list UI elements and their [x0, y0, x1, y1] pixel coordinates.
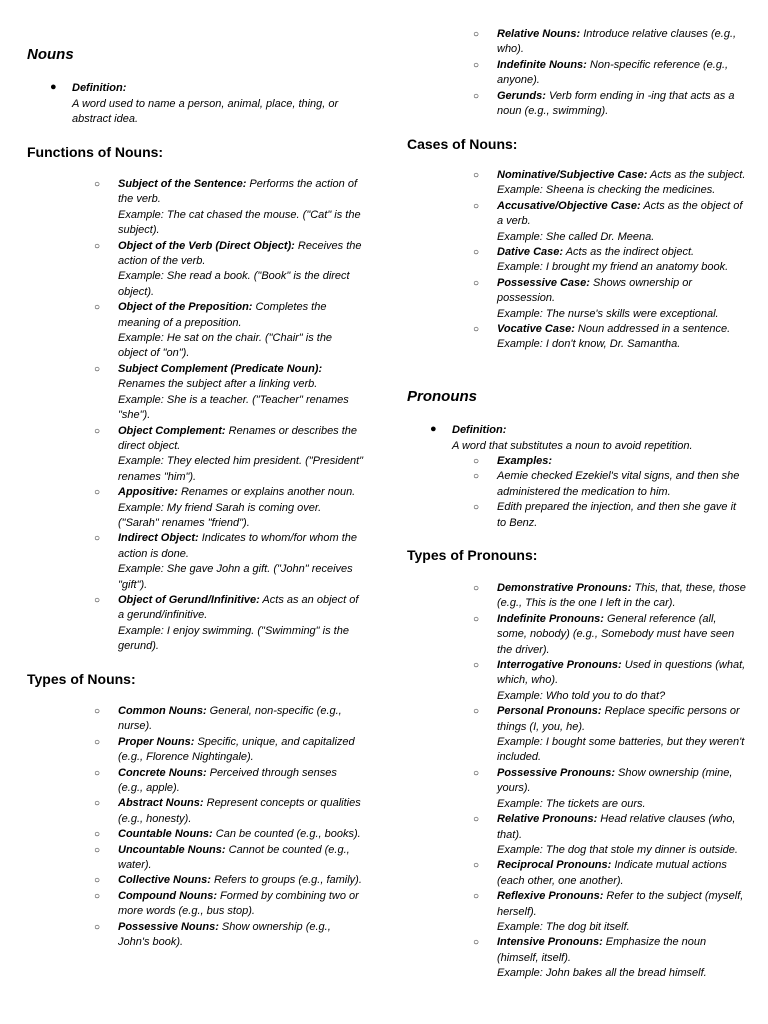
list-item: ○ Object of the Preposition: Completes the meaning of a preposition. Example: He sat on the chair. ("Chair" is the object of "on").	[118, 300, 364, 362]
list-item: ○ Countable Nouns: Can be counted (e.g., books).	[118, 827, 364, 842]
pronouns-definition-label: Definition:	[452, 424, 507, 436]
functions-list	[118, 177, 364, 655]
list-item: ○ Uncountable Nouns: Cannot be counted (e.g., water).	[118, 843, 364, 874]
list-item: ○ Possessive Nouns: Show ownership (e.g., John's book).	[118, 920, 364, 951]
pronoun-examples-list	[497, 454, 747, 531]
list-item: ○ Subject of the Sentence: Performs the action of the verb. Example: The cat chased the mouse. ("Cat" is the subject).	[118, 177, 364, 239]
list-item: ○ Reflexive Pronouns: Refer to the subject (myself, herself). Example: The dog bit itself.	[497, 889, 747, 935]
nouns-definition	[50, 81, 362, 128]
list-item: ○ Proper Nouns: Specific, unique, and capitalized (e.g., Florence Nightingale).	[118, 735, 364, 766]
pronouns-definition	[430, 423, 752, 454]
list-item: ○ Demonstrative Pronouns: This, that, these, those (e.g., This is the one I left in the car).	[497, 581, 747, 612]
types-nouns-list	[118, 704, 364, 951]
list-item: ○ Indefinite Nouns: Non-specific reference (e.g., anyone).	[497, 58, 747, 89]
types-nouns-heading: Types of Nouns:	[27, 671, 136, 687]
nouns-definition-label: Definition:	[72, 82, 127, 94]
types-nouns-continued-list	[497, 27, 747, 119]
cases-list	[497, 168, 747, 353]
bullet-icon: ●	[50, 81, 57, 93]
list-item: ○ Possessive Case: Shows ownership or possession. Example: The nurse's skills were exceptional.	[497, 276, 747, 322]
nouns-title: Nouns	[27, 46, 74, 63]
functions-heading: Functions of Nouns:	[27, 144, 164, 160]
bullet-icon: ●	[430, 423, 437, 435]
list-item: ○ Object of Gerund/Infinitive: Acts as an object of a gerund/infinitive. Example: I enjoy swimming. ("Swimming" is the gerund).	[118, 593, 364, 655]
list-item: ○ Object of the Verb (Direct Object): Receives the action of the verb. Example: She read a book. ("Book" is the direct object).	[118, 239, 364, 301]
list-item: ○ Personal Pronouns: Replace specific persons or things (I, you, he). Example: I bought some batteries, but they weren't included.	[497, 704, 747, 766]
nouns-definition-text: A word used to name a person, animal, place, thing, or abstract idea.	[72, 97, 339, 125]
list-item: ○ Common Nouns: General, non-specific (e.g., nurse).	[118, 704, 364, 735]
pronouns-title: Pronouns	[407, 388, 477, 405]
list-item: ○ Appositive: Renames or explains another noun. Example: My friend Sarah is coming over. ("Sarah" renames "friend").	[118, 485, 364, 531]
types-pronouns-heading: Types of Pronouns:	[407, 547, 538, 563]
list-item: ○ Indefinite Pronouns: General reference (all, some, nobody) (e.g., Somebody must have seen the driver).	[497, 612, 747, 658]
types-pronouns-list	[497, 581, 747, 982]
list-item: ○ Interrogative Pronouns: Used in questions (what, which, who). Example: Who told you to do that?	[497, 658, 747, 704]
list-item: ○ Relative Pronouns: Head relative clauses (who, that). Example: The dog that stole my dinner is outside.	[497, 812, 747, 858]
list-item: ○ Concrete Nouns: Perceived through senses (e.g., apple).	[118, 766, 364, 797]
list-item: ○ Gerunds: Verb form ending in -ing that acts as a noun (e.g., swimming).	[497, 89, 747, 120]
list-item: ○ Aemie checked Ezekiel's vital signs, and then she administered the medication to him.	[497, 469, 747, 500]
list-item: ○ Reciprocal Pronouns: Indicate mutual actions (each other, one another).	[497, 858, 747, 889]
list-item: ○ Possessive Pronouns: Show ownership (mine, yours). Example: The tickets are ours.	[497, 766, 747, 812]
pronouns-definition-text: A word that substitutes a noun to avoid repetition.	[452, 439, 693, 452]
list-item: ○ Intensive Pronouns: Emphasize the noun (himself, itself). Example: John bakes all the bread himself.	[497, 935, 747, 981]
list-item: ○ Abstract Nouns: Represent concepts or qualities (e.g., honesty).	[118, 796, 364, 827]
list-item: ○ Examples:	[497, 454, 747, 469]
list-item: ○ Compound Nouns: Formed by combining two or more words (e.g., bus stop).	[118, 889, 364, 920]
list-item: ○ Relative Nouns: Introduce relative clauses (e.g., who).	[497, 27, 747, 58]
list-item: ○ Edith prepared the injection, and then she gave it to Benz.	[497, 500, 747, 531]
list-item: ○ Collective Nouns: Refers to groups (e.g., family).	[118, 873, 364, 888]
list-item: ○ Accusative/Objective Case: Acts as the object of a verb. Example: She called Dr. Meena.	[497, 199, 747, 245]
list-item: ○ Indirect Object: Indicates to whom/for whom the action is done. Example: She gave John a gift. ("John" receives "gift").	[118, 531, 364, 593]
list-item: ○ Dative Case: Acts as the indirect object. Example: I brought my friend an anatomy book.	[497, 245, 747, 276]
list-item: ○ Object Complement: Renames or describes the direct object. Example: They elected him president. ("President" renames "him").	[118, 424, 364, 486]
cases-heading: Cases of Nouns:	[407, 136, 518, 152]
list-item: ○ Subject Complement (Predicate Noun): Renames the subject after a linking verb. Example: She is a teacher. ("Teacher" renames "she").	[118, 362, 364, 424]
list-item: ○ Nominative/Subjective Case: Acts as the subject. Example: Sheena is checking the medicines.	[497, 168, 747, 199]
list-item: ○ Vocative Case: Noun addressed in a sentence. Example: I don't know, Dr. Samantha.	[497, 322, 747, 353]
